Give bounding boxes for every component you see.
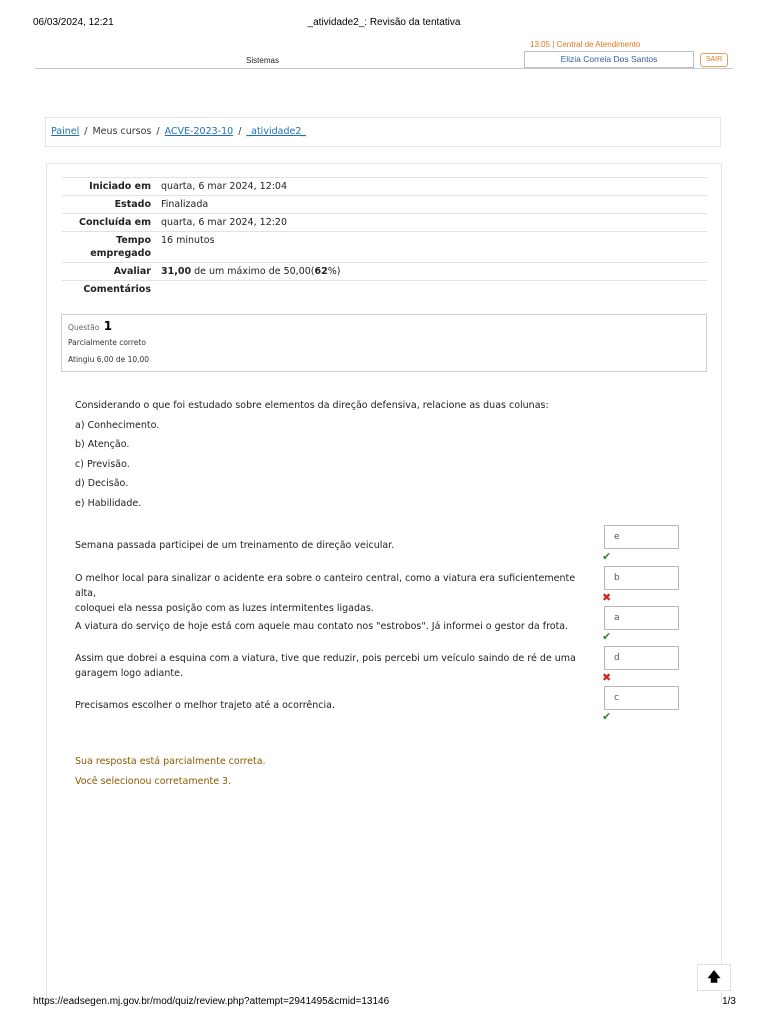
- started-value: quarta, 6 mar 2024, 12:04: [161, 181, 288, 192]
- option-a: a) Conhecimento.: [75, 419, 160, 431]
- support-center-link[interactable]: Central de Atendimento: [556, 40, 641, 49]
- feedback-partial: Sua resposta está parcialmente correta.: [75, 756, 266, 767]
- check-icon: ✔: [602, 550, 612, 563]
- match-statement-2-line2: coloquei ela nessa posição com as luzes intermitentes ligadas.: [75, 603, 374, 614]
- time-label: [62, 234, 161, 260]
- match-statement-4: [75, 651, 595, 681]
- print-page-number: 1/3: [722, 996, 736, 1007]
- summary-row-completed: [62, 213, 707, 231]
- question-number: [68, 319, 112, 333]
- option-c: c) Previsão.: [75, 458, 130, 470]
- question-info: [61, 314, 707, 372]
- sistemas-menu[interactable]: Sistemas: [246, 56, 279, 65]
- breadcrumb-meus-cursos: Meus cursos: [92, 126, 152, 137]
- comments-label: Comentários: [83, 284, 151, 295]
- match-answer-4[interactable]: d: [604, 646, 679, 670]
- match-statement-2: [75, 571, 595, 616]
- grade-percent: 62: [314, 266, 328, 277]
- feedback-count: Você selecionou corretamente 3.: [75, 776, 232, 787]
- grade-max: de um máximo de 50,00(: [191, 266, 315, 277]
- match-answer-2[interactable]: b: [604, 566, 679, 590]
- match-answer-3[interactable]: a: [604, 606, 679, 630]
- print-header: [0, 0, 768, 30]
- question-label: Questão: [68, 323, 100, 332]
- started-label: Iniciado em: [89, 181, 151, 192]
- time-label-line1: Tempo: [116, 235, 151, 246]
- completed-label: Concluída em: [78, 217, 151, 228]
- breadcrumb-painel[interactable]: Painel: [51, 126, 80, 137]
- top-bar: [35, 38, 733, 69]
- back-to-top-button[interactable]: [697, 964, 731, 991]
- grade-percent-end: %): [327, 266, 341, 277]
- cross-icon: ✖: [602, 591, 612, 604]
- comments-value: [161, 283, 707, 296]
- logout-button[interactable]: SAIR: [700, 53, 728, 67]
- clock-separator: |: [552, 40, 555, 49]
- question-number-value: 1: [103, 319, 113, 333]
- support-clock: [530, 40, 640, 49]
- time-label-line2: empregado: [90, 248, 151, 259]
- print-date: 06/03/2024, 12:21: [33, 17, 114, 28]
- print-url: https://eadsegen.mj.gov.br/mod/quiz/review.php?attempt=2941495&cmid=13146: [33, 996, 390, 1007]
- question-intro: Considerando o que foi estudado sobre elementos da direção defensiva, relacione as duas colunas:: [75, 400, 549, 411]
- option-b: b) Atenção.: [75, 439, 130, 451]
- clock-time: 13:05: [530, 40, 551, 49]
- summary-row-comments: [62, 280, 707, 298]
- match-statement-4-line2: garagem logo adiante.: [75, 668, 183, 679]
- question-state: Parcialmente correto: [68, 338, 146, 347]
- state-value: Finalizada: [161, 199, 209, 210]
- match-statement-4-line1: Assim que dobrei a esquina com a viatura, tive que reduzir, pois percebi um veículo saindo de ré de uma: [75, 653, 576, 664]
- breadcrumb-course[interactable]: ACVE-2023-10: [164, 126, 234, 137]
- breadcrumb-separator: /: [84, 126, 88, 137]
- completed-value: quarta, 6 mar 2024, 12:20: [161, 217, 288, 228]
- summary-row-started: [62, 177, 707, 195]
- grade-value: [161, 265, 707, 278]
- user-name[interactable]: Elizia Correia Dos Santos: [524, 51, 694, 68]
- time-value: 16 minutos: [161, 235, 215, 246]
- match-statement-1: Semana passada participei de um treinamento de direção veicular.: [75, 540, 395, 551]
- check-icon: ✔: [602, 710, 612, 723]
- summary-row-grade: [62, 262, 707, 280]
- attempt-summary-table: [62, 177, 707, 298]
- match-statement-5: Precisamos escolher o melhor trajeto até a ocorrência.: [75, 700, 335, 711]
- breadcrumb-activity[interactable]: _atividade2_: [246, 126, 307, 137]
- question-grade: Atingiu 6,00 de 10,00: [68, 355, 150, 364]
- option-e: e) Habilidade.: [75, 497, 142, 509]
- breadcrumb-separator: /: [156, 126, 160, 137]
- question-text: [75, 399, 635, 517]
- grade-label: Avaliar: [113, 266, 151, 277]
- match-answer-1[interactable]: e: [604, 525, 679, 549]
- summary-row-state: [62, 195, 707, 213]
- option-d: d) Decisão.: [75, 478, 129, 490]
- print-title: _atividade2_: Revisão da tentativa: [307, 17, 461, 28]
- grade-score: 31,00: [161, 266, 192, 277]
- state-label: Estado: [114, 199, 151, 210]
- summary-row-time: [62, 231, 707, 262]
- arrow-up-icon: 🡅: [707, 970, 721, 985]
- breadcrumb: [45, 117, 721, 147]
- breadcrumb-separator: /: [238, 126, 242, 137]
- match-statement-3: A viatura do serviço de hoje está com aquele mau contato nos "estrobos". Já informei o gestor da frota.: [75, 621, 569, 632]
- match-statement-2-line1: O melhor local para sinalizar o acidente era sobre o canteiro central, como a viatura era suficientemente alta,: [75, 573, 576, 599]
- cross-icon: ✖: [602, 671, 612, 684]
- check-icon: ✔: [602, 630, 612, 643]
- match-answer-5[interactable]: c: [604, 686, 679, 710]
